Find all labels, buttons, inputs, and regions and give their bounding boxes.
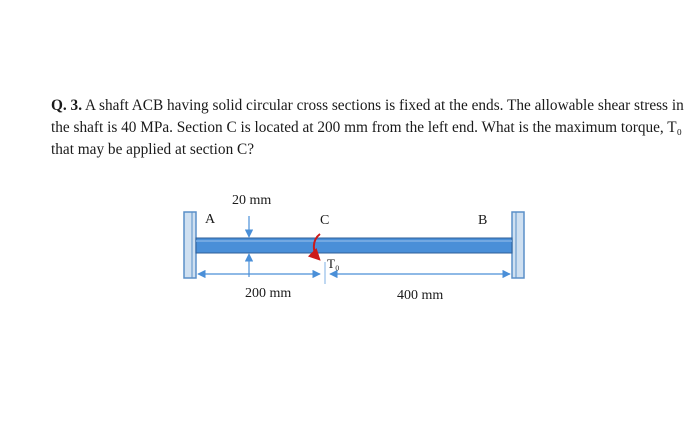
torque-label: T₀ xyxy=(327,256,340,271)
right-fixed-support xyxy=(512,212,524,278)
diameter-label: 20 mm xyxy=(232,193,272,208)
dimension-label-200: 200 mm xyxy=(245,286,292,301)
left-fixed-support xyxy=(184,212,196,278)
label-b: B xyxy=(478,213,488,228)
question-body: A shaft ACB having solid circular cross sections is fixed at the ends. The allowable shear stress in the shaft is 40 MPa. Section C is located at 200 mm from the left end. What is the maximum torque, T₀ that may be applied at section C? xyxy=(51,97,684,158)
question-number: Q. 3. xyxy=(51,97,83,114)
label-a: A xyxy=(205,212,216,227)
dimension-label-400: 400 mm xyxy=(397,288,444,303)
label-c: C xyxy=(320,213,330,228)
